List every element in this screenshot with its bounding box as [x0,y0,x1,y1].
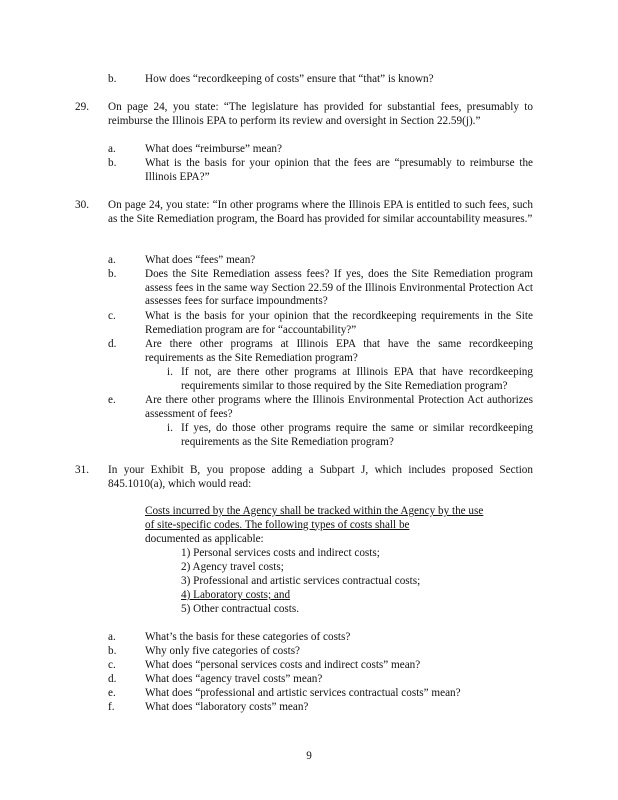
item-label: b. [108,73,117,85]
item-label: a. [108,254,116,266]
item-label: b. [108,157,117,169]
item-text: What does “fees” mean? [145,254,256,266]
item-label: e. [108,687,116,699]
quoted-rule-continuation: documented as applicable: [145,533,264,545]
question-29-text: On page 24, you state: “The legislature has provided for substantial fees, presumably to reimburse the Illinois EPA to perform its review and oversight in Section 22.59(j).” [108,101,533,127]
question-31-text: In your Exhibit B, you propose adding a Subpart J, which includes proposed Section 845.1010(a), which would read: [108,464,533,490]
question-number-29: 29. [75,101,89,113]
item-label: f. [108,701,115,713]
item-text: What does “agency travel costs” mean? [145,673,323,685]
item-label: d. [108,673,117,685]
item-text: What does “laboratory costs” mean? [145,701,309,713]
item-text: What is the basis for your opinion that the fees are “presumably to reimburse the Illinois EPA?” [145,157,533,183]
item-label: d. [108,338,117,350]
item-text: How does “recordkeeping of costs” ensure that “that” is known? [145,73,434,85]
cost-category-item: 2) Agency travel costs; [181,561,284,573]
item-label: a. [108,631,116,643]
item-label: b. [108,268,117,280]
item-text: Why only five categories of costs? [145,645,301,657]
question-30-text: On page 24, you state: “In other programs where the Illinois EPA is entitled to such fees, such as the Site Remediation program, the Board has provided for similar accountability measures.” [108,199,533,225]
cost-category-item: 3) Professional and artistic services contractual costs; [181,575,421,587]
item-text: What’s the basis for these categories of costs? [145,631,351,643]
item-text: What is the basis for your opinion that the recordkeeping requirements in the Site Remediation program are for “accountability?” [145,310,533,336]
item-text: What does “reimburse” mean? [145,143,282,155]
cost-category-item: 5) Other contractual costs. [181,603,300,615]
item-text: Are there other programs where the Illinois Environmental Protection Act authorizes assessment of fees? [145,394,533,420]
item-text: What does “personal services costs and indirect costs” mean? [145,659,421,671]
quoted-rule-text: Costs incurred by the Agency shall be tracked within the Agency by the use of site-specific codes. The following types of costs shall be [145,505,484,531]
item-label: e. [108,394,116,406]
subitem-text: If yes, do those other programs require the same or similar recordkeeping requirements as the Site Remediation program? [181,422,533,448]
item-label: b. [108,645,117,657]
page-number: 9 [306,750,312,762]
item-text: Does the Site Remediation assess fees? If yes, does the Site Remediation program assess fees in the same way Section 22.59 of the Illinois Environmental Protection Act assesses fees for surface impoundments? [145,268,533,307]
item-label: a. [108,143,116,155]
subitem-label: i. [167,422,173,434]
item-label: c. [108,310,116,322]
question-number-31: 31. [75,464,89,476]
cost-category-item: 4) Laboratory costs; and [181,589,291,601]
cost-category-item: 1) Personal services costs and indirect costs; [181,547,380,559]
subitem-text: If not, are there other programs at Illinois EPA that have recordkeeping requirements similar to those required by the Site Remediation program? [181,366,533,392]
subitem-label: i. [167,366,173,378]
item-text: Are there other programs at Illinois EPA that have the same recordkeeping requirements as the Site Remediation program? [145,338,533,364]
item-text: What does “professional and artistic services contractual costs” mean? [145,687,461,699]
item-label: c. [108,659,116,671]
question-number-30: 30. [75,199,89,211]
